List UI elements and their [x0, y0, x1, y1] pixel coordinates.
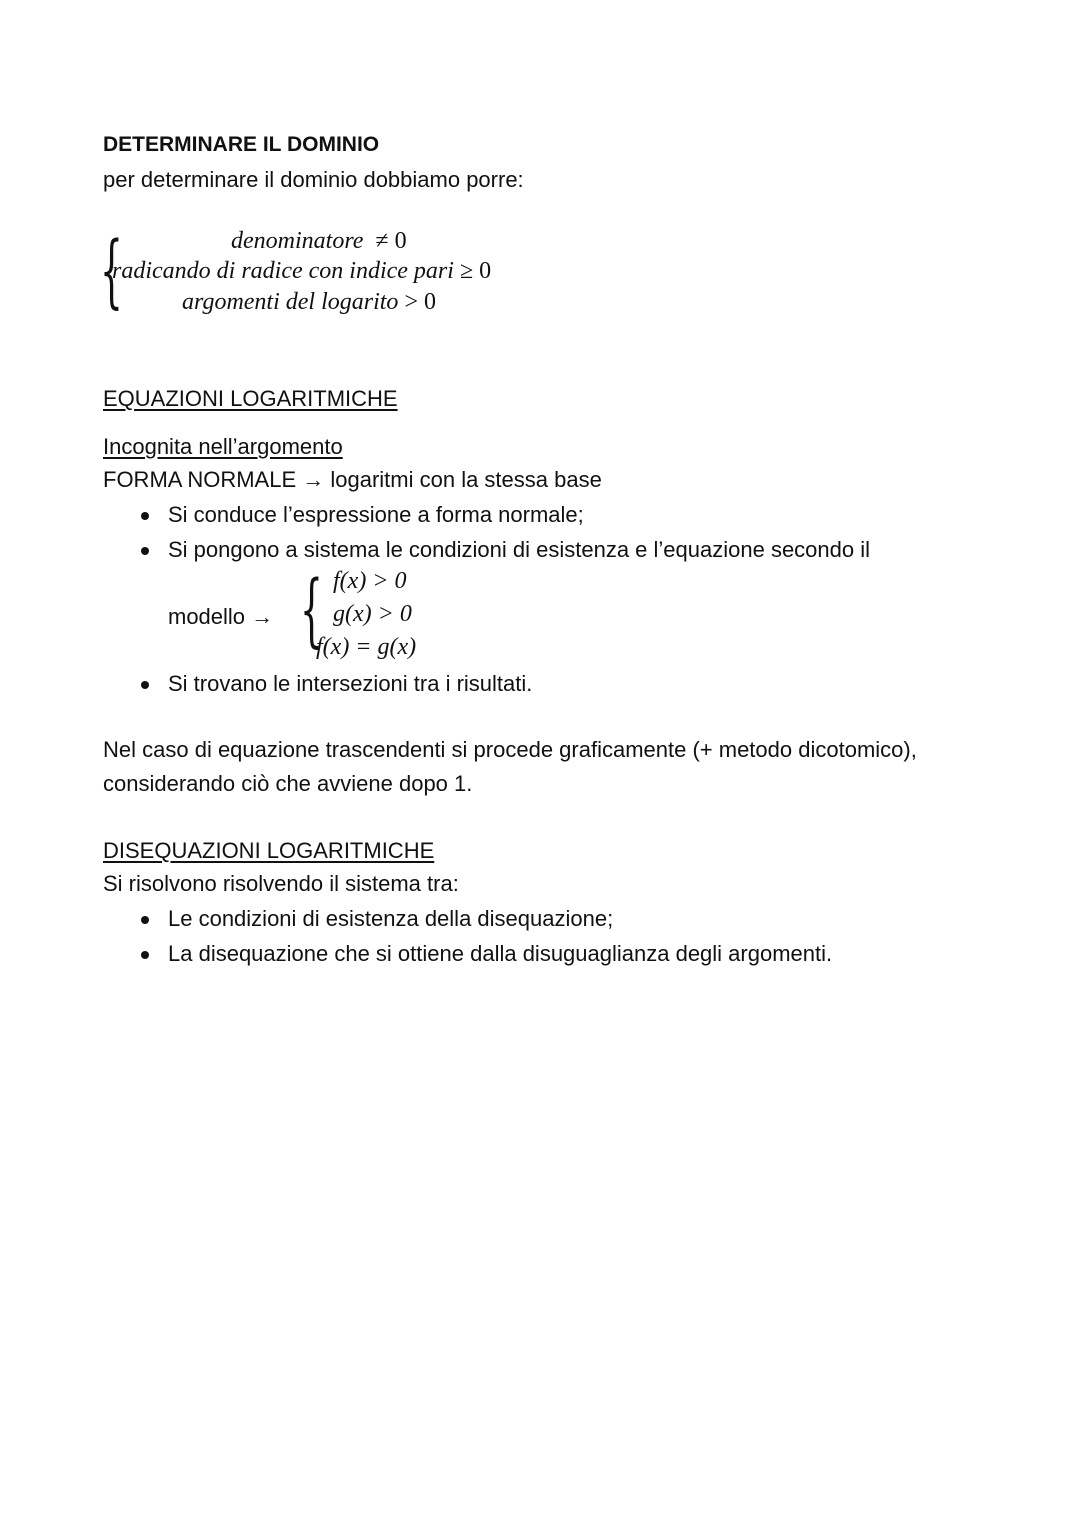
bullet-icon: [141, 681, 149, 689]
disequazioni-intro: Si risolvono risolvendo il sistema tra:: [103, 871, 459, 896]
bullet-icon: [141, 916, 149, 924]
forma-normale-line: FORMA NORMALE → logaritmi con la stessa base: [103, 467, 602, 492]
trascendenti-note-line-2: considerando ciò che avviene dopo 1.: [103, 771, 473, 796]
section-title-equazioni: EQUAZIONI LOGARITMICHE: [103, 386, 398, 411]
equazioni-bullet-1: Si conduce l’espressione a forma normale;: [168, 502, 584, 527]
system-line-denominatore: denominatore ≠ 0: [231, 228, 407, 254]
disequazioni-bullet-1: Le condizioni di esistenza della disequazione;: [168, 906, 614, 931]
modello-label: modello →: [168, 604, 274, 629]
system-brace-icon: {: [100, 224, 123, 317]
model-brace-icon: {: [300, 563, 323, 656]
section-title-disequazioni: DISEQUAZIONI LOGARITMICHE: [103, 838, 435, 863]
system-line-argomenti: argomenti del logarito > 0: [182, 289, 436, 315]
bullet-icon: [141, 547, 149, 555]
equazioni-bullet-3: Si trovano le intersezioni tra i risultati.: [168, 671, 533, 696]
bullet-icon: [141, 512, 149, 520]
model-line-eq: f(x) = g(x): [316, 634, 417, 660]
dominio-intro: per determinare il dominio dobbiamo porre:: [103, 167, 524, 192]
model-line-f: f(x) > 0: [333, 568, 407, 594]
model-line-g: g(x) > 0: [333, 601, 412, 627]
bullet-icon: [141, 951, 149, 959]
trascendenti-note-line-1: Nel caso di equazione trascendenti si procede graficamente (+ metodo dicotomico),: [103, 737, 917, 762]
equazioni-bullet-2: Si pongono a sistema le condizioni di esistenza e l’equazione secondo il: [168, 537, 871, 562]
disequazioni-bullet-2: La disequazione che si ottiene dalla disuguaglianza degli argomenti.: [168, 941, 833, 966]
section-title-dominio: DETERMINARE IL DOMINIO: [103, 133, 380, 156]
equazioni-subtitle: Incognita nell’argomento: [103, 434, 343, 459]
system-line-radicando: radicando di radice con indice pari ≥ 0: [112, 258, 492, 284]
